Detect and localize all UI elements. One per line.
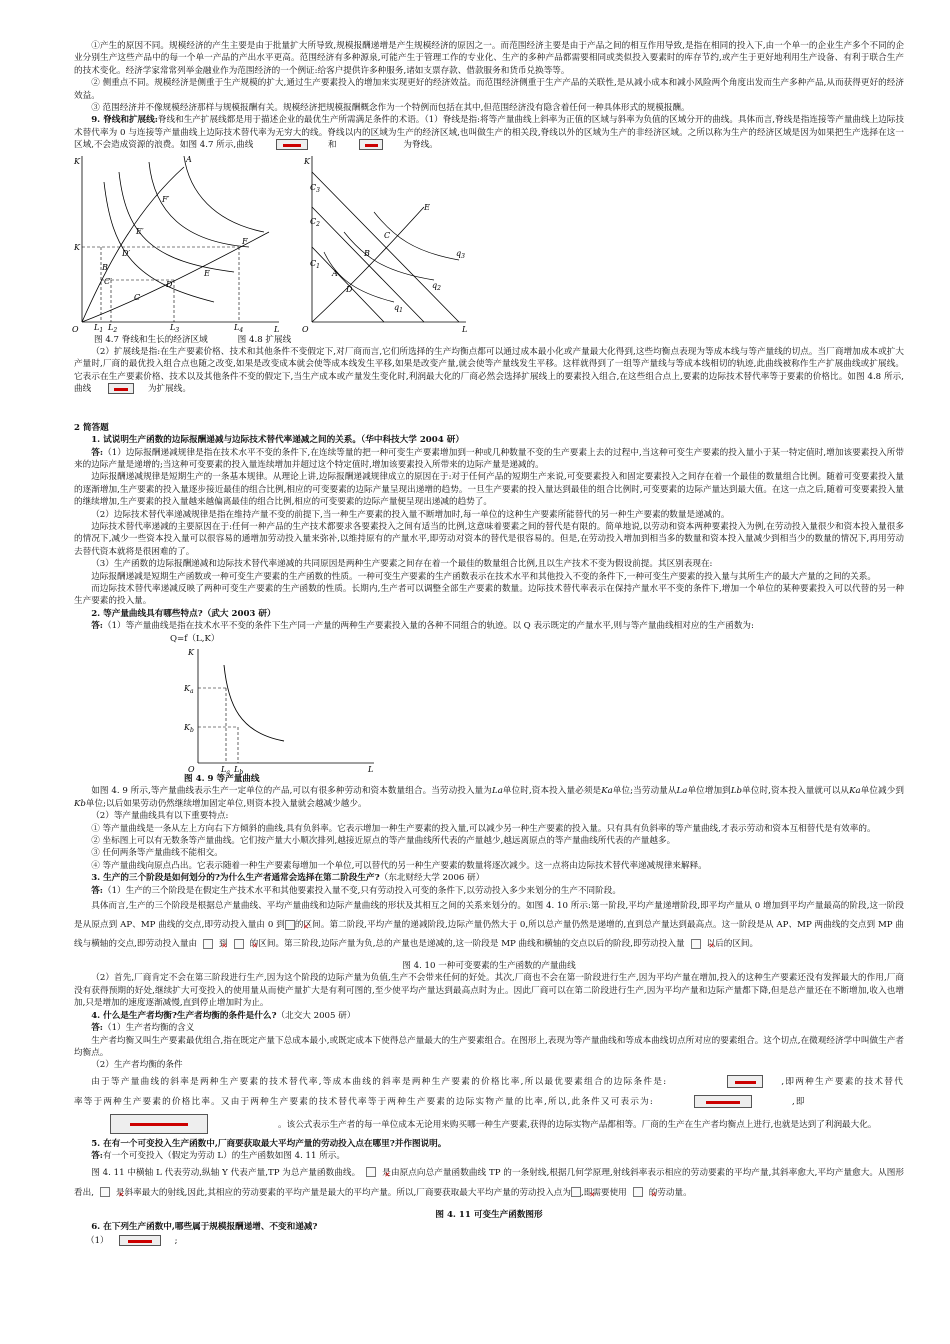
formula-image — [119, 1235, 161, 1246]
text: 和 — [328, 140, 337, 151]
paragraph: ④ 等产量曲线向原点凸出。它表示随着一种生产要素每增加一个单位,可以替代的另一种生产要素的数量将逐次减少。这一点将由边际技术替代率递减规律来解释。 — [91, 860, 707, 871]
isoquant-curve — [149, 162, 249, 247]
cost-label: $C_3$ — [310, 182, 320, 194]
point-label: B — [364, 248, 370, 258]
tick-label: $L_3$ — [170, 322, 180, 334]
point-label: D — [346, 284, 353, 294]
text: ; — [174, 1236, 178, 1247]
answer-label: 答: — [91, 1023, 103, 1034]
axis-label-l: L — [274, 324, 280, 334]
figure-caption: 图 4. 10 一种可变要素的生产函数的产量曲线 — [402, 961, 576, 972]
text: （1） — [86, 1236, 109, 1247]
cost-label: $C_2$ — [310, 216, 320, 228]
tick-label: $L_4$ — [234, 322, 244, 334]
text: 为脊线。 — [403, 140, 438, 151]
tick-label: $L_b$ — [234, 765, 244, 776]
question: 6. 在下列生产函数中,哪些属于规模报酬递增、不变和递减? — [91, 1221, 318, 1232]
axis-label-l: L — [368, 765, 374, 774]
formula-image — [366, 1167, 376, 1177]
text: （1）边际报酬递减规律是指在技术水平不变的条件下,在连续等量的把一种可变生产要素增加到一种或几种数量不变的生产要素上去的过程中,当这种可变生产要素的投入量小于某一特定值时,增加该要素投入所带来的边际产量是递增的;当这种可变要素的投入量连续增加并超过这个特定值时,增加该要素投入所带来的边际产量是递减的。 — [74, 447, 904, 470]
section-heading: 2 简答题 — [74, 422, 109, 433]
formula: Q=f（L,K） — [170, 633, 220, 644]
term-heading: 9. 脊线和扩展线: — [91, 115, 158, 126]
axis-label-l: L — [462, 324, 468, 334]
paragraph — [74, 1022, 904, 1034]
quantity-label: $q_2$ — [432, 280, 441, 292]
question: 5. 在有一个可变投入生产函数中,厂商要获取最大平均产量的劳动投入点在哪里?并作图说明。 — [91, 1138, 447, 1149]
point-label: C — [384, 230, 391, 240]
figure-row — [74, 152, 904, 334]
axis-label-k: K — [74, 242, 80, 252]
variable: Ka — [601, 786, 613, 797]
paragraph: （2）生产者均衡的条件 — [91, 1060, 183, 1071]
paragraph: ① 等产量曲线是一条从左上方向右下方倾斜的曲线,具有负斜率。它表示增加一种生产要素的投入量,可以减少另一种生产要素的投入量。只有具有负斜率的等产量曲线,才表示劳动和资本互相替代是有效率的。 — [91, 823, 876, 834]
paragraph: 边际报酬递减是短期生产函数或一种可变生产要素的生产函数的性质。一种可变生产要素的生产函数表示在技术水平和其他投入不变的条件下,一种可变生产要素的投入量与其所生产的最大产量的之间的关系。 — [91, 571, 876, 582]
formula-image — [727, 1075, 763, 1088]
text: 的区间。第二阶段,平均产量的递减阶段,边际产量仍然大于 0,所以总产量仍然是递增的,直到总产量达到最高点。这一阶段是从 AP、MP 两曲线的交点到 MP 曲线与横轴的交点,即劳动投入量由 — [74, 920, 904, 950]
paragraph — [74, 1112, 904, 1138]
tick-label: $L_a$ — [221, 765, 230, 776]
tick-label: $L_1$ — [94, 322, 104, 334]
formula-image — [285, 920, 295, 930]
text: 图 4. 11 中横轴 L 代表劳动,纵轴 Y 代表产量,TP 为总产量函数曲线。 — [91, 1167, 361, 1178]
formula-image — [110, 1114, 208, 1134]
text: 单位;当劳动量从 — [612, 786, 677, 797]
quantity-label: $q_1$ — [394, 302, 403, 314]
text: 是斜率最大的射线,因此,其相应的劳动要素的平均产量是最大的平均产量。所以,厂商要获取最大平均产量的劳动投入点为 — [115, 1187, 571, 1198]
formula-image — [571, 1187, 581, 1197]
formula-image — [359, 139, 383, 150]
point-label: D — [166, 279, 173, 289]
text: （2）扩展线是指:在生产要素价格、技术和其他条件不变假定下,对厂商而言,它们所选择的生产均衡点都可以通过成本最小化或产量最大化得到,这些均衡点表现为等成本线与等产量线的切点。当厂商增加成本或扩大产量时,厂商的最优投入组合点也随之改变,如果是改变成本就会使等成本线发生平移,如果是改变产量,就会使等产量线发生平移。这样就得到了一组等产量线与等成本线相切的轨迹,此曲线被称作生产扩展曲线或扩展线。它表示在生产要素价格、技术以及其他条件不变的假定下,当生产成本或产量发生变化时,利润最大化的厂商必然会选择扩展线上的要素投入组合,在这些组合点上,要素的边际技术替代率等于要素的价格比。如图 4.8 所示,曲线 — [74, 347, 904, 395]
text: （1）生产的三个阶段是在假定生产技术水平和其他要素投入量不变,只有劳动投入可变的条件下,以劳动投入多少来划分的生产不同阶段。 — [102, 885, 621, 896]
paragraph — [74, 620, 904, 632]
isoquant-curve — [184, 156, 264, 232]
text: （1）等产量曲线是指在技术水平不变的条件下生产同一产量的两种生产要素投入量的各种不同组合的轨迹。以 Q 表示既定的产量水平,则与等产量曲线相对应的生产函数为: — [102, 621, 754, 632]
point-label: E — [424, 202, 430, 212]
paragraph — [74, 1150, 904, 1162]
text: 。该公式表示生产者的每一单位成本无论用来购买哪一种生产要素,获得的边际实物产品都相等。厂商的生产在生产者均衡点上进行,也就是达到了利润最大化。 — [278, 1119, 877, 1130]
paragraph: （2）边际技术替代率递减规律是指在维持产量不变的前提下,当一种生产要素的投入量不断增加时,每一单位的这种生产要素所能替代的另一种生产要素的数量是递减的。 — [91, 509, 730, 520]
ridge-line — [82, 167, 184, 322]
tick-label: $K_a$ — [184, 684, 194, 695]
paragraph — [74, 346, 904, 396]
paragraph: 生产者均衡又叫生产要素最优组合,指在既定产量下总成本最小,或既定成本下使得总产量最大的生产要素组合。在图形上,表现为等产量曲线和等成本曲线切点所对应的要素组合。这个切点,在微观经济学中叫做生产者均衡点。 — [74, 1035, 904, 1058]
paragraph: 边际报酬递减规律是短期生产的一条基本规律。从理论上讲,边际报酬递减规律成立的原因在于:对于任何产品的短期生产来说,可变要素投入和固定要素投入之间存在着一个最佳的数量组合比例。随着可变要素投入量的逐渐增加,生产要素的投入量逐步接近最佳的组合比例,相应的可变要素的边际产量呈现出递增的趋势。一旦生产要素的投入量达到最佳的组合比例时,可变要素的边际产量达到最大值。在这一点之后,随着可变要素投入量的继续增加,生产要素的投入量越来越偏离最佳的组合比例,相应的可变要素的边际产量便呈现出递减的趋势了。 — [74, 472, 904, 508]
variable: La — [676, 786, 688, 797]
point-label: F′ — [162, 194, 170, 204]
question-source: （东北财经大学 2006 研） — [379, 873, 485, 884]
paragraph: ③ 任何两条等产量曲线不能相交。 — [91, 848, 223, 859]
paragraph — [74, 447, 904, 472]
question: 1. 试说明生产函数的边际报酬递减与边际技术替代率递减之间的关系。（华中科技大学 2004 研） — [91, 435, 464, 446]
text: 的劳动量。 — [648, 1187, 692, 1198]
axis-label-k: K — [188, 648, 194, 657]
figure-captions — [94, 334, 904, 346]
point-label: A — [186, 154, 192, 164]
paragraph — [74, 897, 904, 954]
quantity-label: $q_3$ — [456, 248, 465, 260]
figure-caption: 图 4.8 扩展线 — [237, 334, 292, 345]
figure-caption: 图 4.7 脊线和生长的经济区域 — [94, 334, 208, 345]
paragraph — [86, 1233, 904, 1249]
text: 单位减少到 — [860, 786, 905, 797]
paragraph: ①产生的原因不同。规模经济的产生主要是由于批量扩大所导致,规模报酬递增是产生规模经济的原因之一。而范围经济主要是由于产品之间的相互作用导致,是指在相同的投入下,由一个单一的企业生产多个不同的企业分别生产这些产品中的每一个单一产品的产出水平更高。范围经济有多种源泉,可能产生于管理工作的专业化、生产的多种产品都需要相同或类似投入要素时的库存节约,或产生于更好地利用生产设备、有利于联合生产的技术变化。经济学家常常列举金融业作为范围经济的一个例证:给客户提供许多种服务,诸如支票存款、借款服务和货币兑换等等。 — [74, 41, 904, 76]
formula-image — [203, 939, 213, 949]
text: ,即需要使用 — [581, 1187, 627, 1198]
text: 由于等产量曲线的斜率是两种生产要素的技术替代率,等成本曲线的斜率是两种生产要素的价格比率,所以最优要素组合的边际条件是: — [91, 1076, 668, 1087]
text: 有一个可变投入（假定为劳动 L）的生产函数如图 4. 11 所示。 — [102, 1151, 345, 1162]
paragraph: ② 坐标图上可以有无数条等产量曲线。它们按产量大小顺次排列,越接近原点的等产量曲线所代表的产量越少,越远离原点的等产量曲线所代表的产量越多。 — [91, 836, 676, 847]
point-label: A — [332, 268, 338, 278]
answer-label: 答: — [91, 621, 103, 632]
variable: Kb — [74, 798, 86, 809]
point-label: E′ — [136, 226, 144, 236]
question: 2. 等产量曲线具有哪些特点?（武大 2003 研） — [91, 608, 276, 619]
text: 是由原点向总产量函数曲线 TP 的一条射线,根据几何学原理,射线斜率表示相应的劳动要素的平均产量,其斜率愈大,平均产量愈大。从图形看出, — [74, 1167, 904, 1198]
tick-label: $K_b$ — [184, 723, 194, 734]
formula-image — [100, 1187, 110, 1197]
figure-4-9 — [74, 645, 904, 776]
paragraph — [74, 1163, 904, 1203]
figure-caption: 图 4. 11 可变生产函数图形 — [435, 1209, 543, 1220]
question-source: （北交大 2005 研） — [276, 1010, 356, 1021]
question — [74, 872, 904, 884]
paragraph: （3）生产函数的边际报酬递减和边际技术替代率递减的共同原因是两种生产要素之间存在着一个最佳的数量组合比例,且以生产技术不变为假设前提。其区别表现在: — [91, 559, 713, 570]
question-text: 4. 什么是生产者均衡?生产者均衡的条件是什么? — [91, 1010, 277, 1021]
point-label: C′ — [104, 276, 112, 286]
paragraph: （2）首先,厂商肯定不会在第三阶段进行生产,因为这个阶段的边际产量为负值,生产不会带来任何的好处。其次,厂商也不会在第一阶段进行生产,因为平均产量在增加,投入的这种生产要素还没有发挥最大的作用,厂商没有获得预期的好处,继续扩大可变投入的使用量从而使产量扩大是有利可图的,至少使平均产量达到最高点时为止。因此厂商可以在第二阶段进行生产,因为平均产量和边际产量都下降,但是总产量还在不断增加,收入也增加,只是增加的速度逐渐减慢,直到停止增加时为止。 — [74, 973, 904, 1009]
origin-label: O — [188, 765, 195, 774]
variable: La — [492, 786, 503, 797]
question-text: 3. 生产的三个阶段是如何划分的?为什么生产者通常会选择在第二阶段生产? — [91, 873, 380, 884]
text: 为扩展线。 — [147, 384, 191, 395]
formula-image — [694, 1095, 752, 1108]
paragraph: （2）等产量曲线具有以下重要特点: — [91, 811, 229, 822]
isoquant-figure — [184, 645, 384, 776]
page-content — [74, 40, 904, 1249]
isoquant-curve — [224, 665, 284, 741]
answer-label: 答: — [91, 885, 103, 896]
answer-label: 答: — [91, 447, 104, 458]
paragraph — [74, 785, 904, 810]
text: （1）生产者均衡的含义 — [102, 1023, 195, 1034]
formula-image — [691, 939, 701, 949]
answer-label: 答: — [91, 1151, 103, 1162]
isoquant-curve — [104, 182, 214, 302]
origin-label: O — [72, 324, 79, 334]
formula-image — [234, 939, 244, 949]
text: 的区间。第三阶段,边际产量为负,总的产量也是递减的,这一阶段是 MP 曲线和横轴的交点以后的阶段,即劳动投入量 — [249, 939, 685, 950]
text: 如图 4. 9 所示,等产量曲线表示生产一定单位的产品,可以有很多种劳动和资本数量组合。当劳动投入量为 — [91, 786, 492, 797]
paragraph: 边际技术替代率递减的主要原因在于:任何一种产品的生产技术都要求各要素投入之间有适当的比例,这意味着要素之间的替代是有限的。简单地说,以劳动和资本两种要素投入为例,在劳动投入量很少和资本投入量很多的情况下,减少一些资本投入量可以很容易的通增加劳动投入量来弥补,以维持原有的产量水平,即劳动对资本的替代是很容易的。但是,在劳动投入增加到相当多的数量和资本投入量减少到相当少的数量的情况下,再用劳动去替代资本就将是很困难的了。 — [74, 521, 904, 557]
axis-label-k: K — [304, 156, 310, 166]
figures-4-7-4-8 — [72, 152, 554, 334]
formula-image — [633, 1187, 643, 1197]
paragraph — [74, 885, 904, 897]
text: ,即 — [792, 1096, 806, 1107]
paragraph — [74, 1072, 904, 1112]
text: 脊线和生产扩展线都是用于描述企业的最优生产所需满足条件的术语。（1）脊线是指:将等产量曲线上斜率为正值的区域与斜率为负值的区域分开的曲线。具体而言,脊线是指连接等产量曲线上边际技术替代率为 0 与连接等产量曲线上边际技术替代率为无穷大的线。脊线以内的区域为生产的经济区域,也叫做生产的相关段,脊线以外的区域为生产的非经济区域。之所以称为生产的经济区域是因为如果把生产选择在这一区域,不会造成资源的浪费。如图 4.7 所示,曲线 — [74, 115, 904, 151]
variable: Lb — [730, 786, 743, 797]
text: 单位;以后如果劳动仍然继续增加固定单位,则资本投入量就会越减少越少。 — [85, 798, 367, 809]
question — [74, 1010, 904, 1022]
text: 以后的区间。 — [706, 939, 759, 950]
paragraph: 而边际技术替代率递减反映了两种可变生产要素的生产函数的性质。长期内,生产者可以调整全部生产要素的数量。边际技术替代率表示在保持产量水平不变的条件下,增加一个单位的某种要素投入可以代替的另一种生产要素的投入量。 — [74, 583, 904, 607]
point-label: F — [242, 236, 248, 246]
point-label: D′ — [122, 248, 131, 258]
figure-caption: 图 4. 9 等产量曲线 — [184, 774, 260, 784]
axis-label-k: K — [74, 156, 80, 166]
formula-image — [276, 139, 308, 150]
tick-label: $L_2$ — [108, 322, 118, 334]
origin-label: O — [302, 324, 309, 334]
text: 具体而言,生产的三个阶段是根据总产量曲线、平均产量曲线和边际产量曲线的形状及其相互之间的关系来划分的。如图 4. 10 所示:第一阶段,平均产量递增阶段,即平均产量从 0 增加到平均产量最高的阶段,这一阶段是从原点到 AP、MP 曲线的交点,即劳动投入量由 0 到 — [74, 901, 904, 931]
paragraph: ③ 范围经济并不像规模经济那样与规模报酬有关。规模经济把规模报酬概念作为一个特例而包括在其中,但范围经济没有隐含着任何一种具体形式的规模报酬。 — [91, 103, 690, 114]
text: ,即两种生产要素的技术替代率等于两种生产要素的价格比率。又由于两种生产要素的技术替代率等于两种生产要素的边际实物产量的比率,所以,此条件又可表示为: — [74, 1076, 904, 1107]
point-label: E — [204, 268, 210, 278]
text: 单位增加到 — [687, 786, 731, 797]
paragraph — [74, 114, 904, 151]
variable: Ka — [849, 786, 861, 797]
text: 单位时,资本投入量就可以从 — [742, 786, 850, 797]
text: 单位时,资本投入量必须是 — [502, 786, 602, 797]
formula-image — [108, 383, 134, 394]
cost-label: $C_1$ — [310, 258, 320, 270]
paragraph: ② 侧重点不同。规模经济是侧重于生产规模的扩大,通过生产要素投入的增加来实现更好的经济效益。而范围经济侧重于生产产品的关联性,是从减小成本和减小风险两个角度出发而生产多种产品,从而获得更好的经济效益。 — [74, 78, 904, 101]
point-label: C — [134, 292, 141, 302]
point-label: B — [102, 262, 108, 272]
